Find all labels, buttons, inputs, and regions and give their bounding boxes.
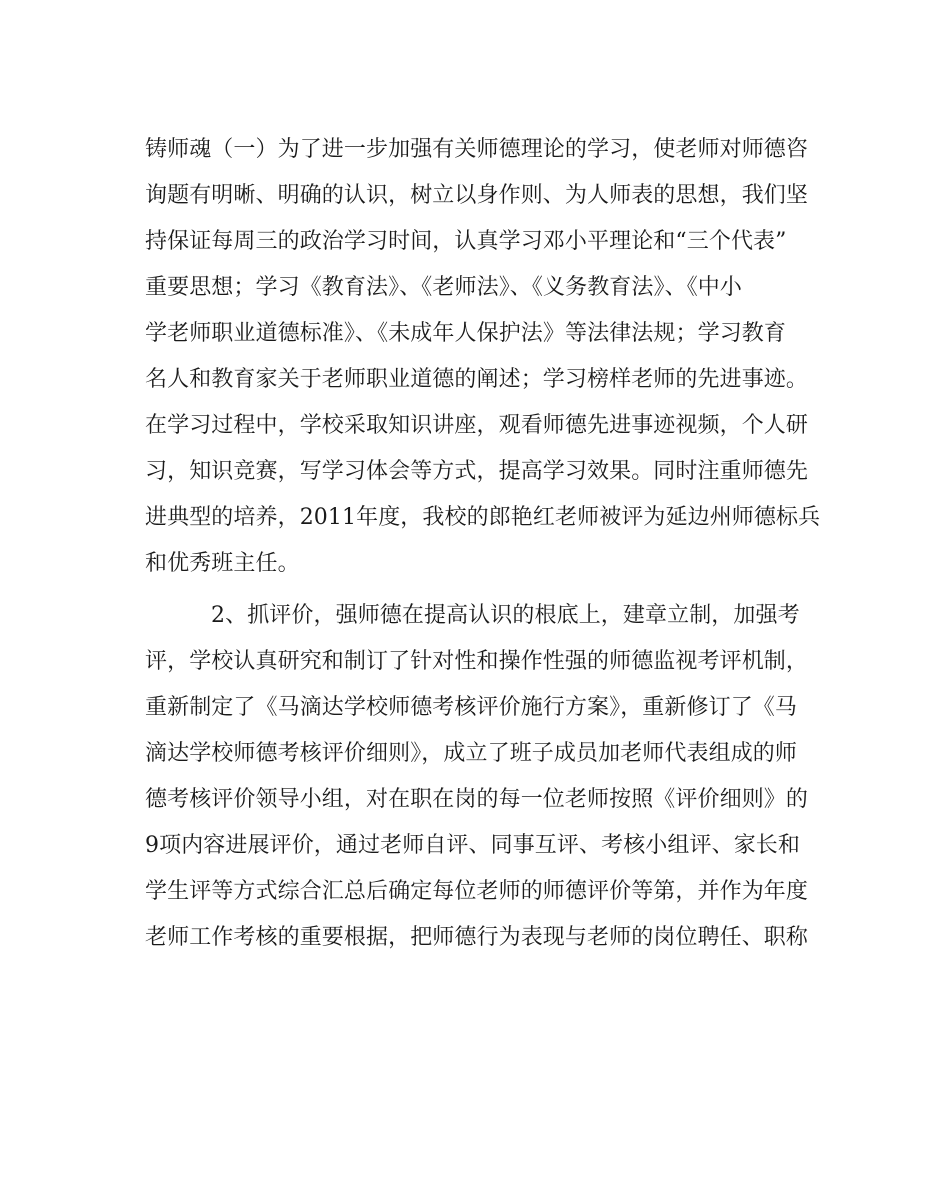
text-line: 进典型的培养，2011年度，我校的郎艳红老师被评为延边州师德标兵 [145, 505, 821, 530]
text-line: 在学习过程中，学校采取知识讲座，观看师德先进事迹视频，个人研 [145, 413, 809, 438]
text-line: 名人和教育家关于老师职业道德的阐述；学习榜样老师的先进事迹。 [145, 367, 809, 392]
text-line: 询题有明晰、明确的认识，树立以身作则、为人师表的思想，我们坚 [145, 183, 809, 208]
text-line: 铸师魂（一）为了进一步加强有关师德理论的学习，使老师对师德咨 [145, 137, 809, 162]
text-line: 和优秀班主任。 [145, 551, 300, 576]
text-line: 滴达学校师德考核评价细则》，成立了班子成员加老师代表组成的师 [145, 741, 798, 766]
text-line: 持保证每周三的政治学习时间，认真学习邓小平理论和“三个代表” [145, 229, 787, 254]
text-line: 2、抓评价，强师德在提高认识的根底上，建章立制，加强考 [211, 603, 800, 628]
text-line: 重要思想；学习《教育法》、《老师法》、《义务教育法》、《中小 [145, 275, 743, 300]
text-line: 德考核评价领导小组，对在职在岗的每一位老师按照《评价细则》的 [145, 787, 809, 812]
text-line: 重新制定了《马滴达学校师德考核评价施行方案》，重新修订了《马 [145, 695, 798, 720]
text-line: 学老师职业道德标准》、《未成年人保护法》等法律法规；学习教育 [145, 321, 787, 346]
text-line: 9项内容进展评价，通过老师自评、同事互评、考核小组评、家长和 [145, 833, 800, 858]
text-line: 学生评等方式综合汇总后确定每位老师的师德评价等第，并作为年度 [145, 879, 809, 904]
text-line: 老师工作考核的重要根据，把师德行为表现与老师的岗位聘任、职称 [145, 925, 809, 950]
text-line: 评，学校认真研究和制订了针对性和操作性强的师德监视考评机制， [145, 649, 809, 674]
text-line: 习，知识竞赛，写学习体会等方式，提高学习效果。同时注重师德先 [145, 459, 809, 484]
